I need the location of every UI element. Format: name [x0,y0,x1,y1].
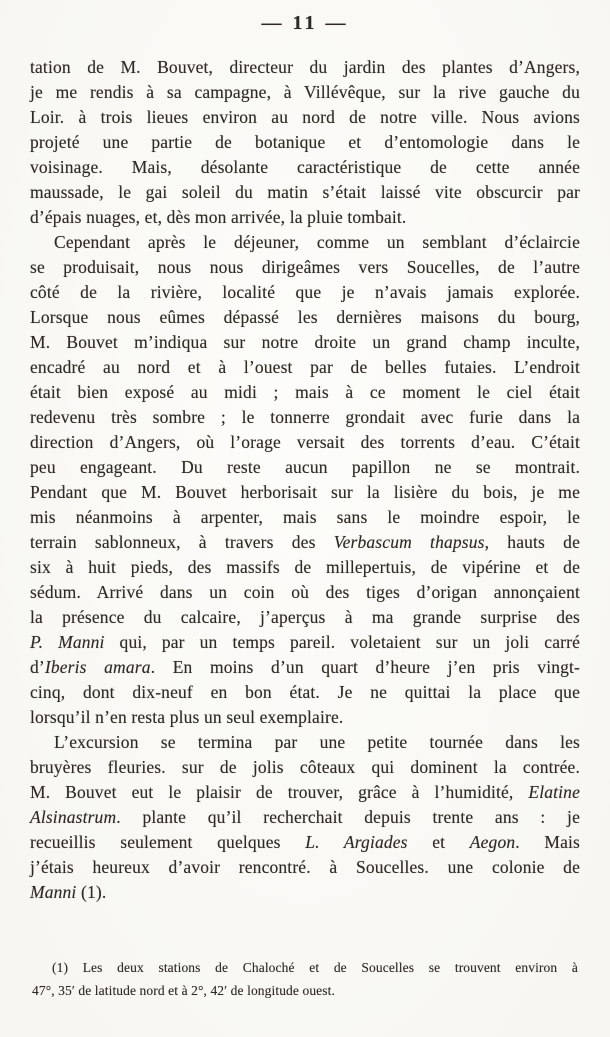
text-segment: se produisait, nous nous dirigeâmes vers Soucelles, de l’autre [30,257,580,277]
text-line [30,155,580,180]
text-segment: j’étais heureux d’avoir rencontré. à Soucelles. une colonie de [30,857,580,877]
text-line [30,355,580,380]
page-number-header: — 11 — [261,12,349,34]
text-line [30,105,580,130]
text-segment: M. Bouvet m’indiqua sur notre droite un grand champ inculte, [30,332,580,352]
text-segment: six à huit pieds, des massifs de millepertuis, de vipérine et de [30,557,580,577]
text-segment: d’ [30,657,45,677]
text-line [30,230,580,255]
text-segment: lorsqu’il n’en resta plus un seul exemplaire. [30,707,344,727]
text-line [30,305,580,330]
text-line [30,205,580,230]
species-name-italic: P. Manni [30,632,105,652]
text-line [30,530,580,555]
text-line [30,580,580,605]
text-segment: Cependant après le déjeuner, comme un semblant d’éclaircie [54,232,580,252]
text-segment: et [407,832,470,852]
text-segment: Lorsque nous eûmes dépassé les dernières maisons du bourg, [30,307,580,327]
text-line [30,330,580,355]
text-segment: qui, par un temps pareil. voletaient sur un joli carré [104,632,580,652]
text-line [30,555,580,580]
footnote [32,957,578,1002]
text-segment: peu engageant. Du reste aucun papillon ne se montrait. [30,457,580,477]
text-segment: bruyères fleuries. sur de jolis côteaux qui dominent la contrée. [30,757,580,777]
text-line [30,630,580,655]
text-segment: la présence du calcaire, j’aperçus à ma grande surprise des [30,607,580,627]
text-line [30,480,580,505]
text-segment: côté de la rivière, localité que je n’avais jamais explorée. [30,282,580,302]
text-line [30,80,580,105]
paragraph [30,55,580,230]
text-segment: . plante qu’il recherchait depuis trente ans : je [116,807,580,827]
species-name-italic: Elatine [528,782,580,802]
species-name-italic: Manni [30,882,77,902]
species-name-italic: Iberis amara [44,657,151,677]
text-segment: encadré au nord et à l’ouest par de belles futaies. L’endroit [30,357,580,377]
text-segment: direction d’Angers, où l’orage versait des torrents d’eau. C’était [30,432,580,452]
text-segment: maussade, le gai soleil du matin s’était laissé vite obscurcir par [30,182,580,202]
text-segment: sédum. Arrivé dans un coin où des tiges d’origan annonçaient [30,582,580,602]
text-line [30,755,580,780]
text-line [30,380,580,405]
text-line [30,405,580,430]
text-segment: (1) Les deux stations de Chaloché et de Soucelles se trouvent environ à [52,960,578,975]
text-segment: M. Bouvet eut le plaisir de trouver, grâce à l’humidité, [30,782,529,802]
text-line [30,455,580,480]
text-segment: . Mais [515,832,581,852]
text-segment: redevenu très sombre ; le tonnerre grondait avec furie dans la [30,407,580,427]
species-name-italic: Verbascum thapsus [333,532,485,552]
species-name-italic: Alsinastrum [30,807,117,827]
footnote-line [32,980,578,1003]
text-line [30,830,580,855]
text-segment: 47°, 35′ de latitude nord et à 2°, 42′ de longitude ouest. [32,982,335,998]
text-segment: voisinage. Mais, désolante caractéristique de cette année [30,157,580,177]
text-line [30,680,580,705]
text-segment: , hauts de [484,532,580,552]
text-line [30,730,580,755]
text-line [30,130,580,155]
text-segment: mis néanmoins à arpenter, mais sans le moindre espoir, le [30,507,580,527]
text-segment: L’excursion se termina par une petite tournée dans les [54,732,580,752]
species-name-italic: L. Argiades [305,832,408,852]
text-segment: Loir. à trois lieues environ au nord de notre ville. Nous avions [30,107,580,127]
text-segment: Pendant que M. Bouvet herborisait sur la lisière du bois, je me [30,482,580,502]
text-line [30,255,580,280]
paragraph [30,230,580,730]
text-segment: terrain sablonneux, à travers des [30,532,334,552]
text-segment: d’épais nuages, et, dès mon arrivée, la pluie tombait. [30,207,407,227]
text-line [30,705,580,730]
text-line [30,505,580,530]
text-segment: recueillis seulement quelques [30,832,306,852]
species-name-italic: Aegon [469,832,516,852]
text-line [30,655,580,680]
text-line [30,280,580,305]
text-line [30,55,580,80]
text-segment: . En moins d’un quart d’heure j’en pris vingt- [150,657,581,677]
text-line [30,780,580,805]
text-segment: je me rendis à sa campagne, à Villévêque, sur la rive gauche du [30,82,580,102]
paragraph [30,730,580,905]
text-line [30,430,580,455]
text-line [30,805,580,830]
text-line [30,180,580,205]
text-line [30,855,580,880]
text-segment: (1). [76,882,107,902]
text-line [30,880,580,905]
text-segment: cinq, dont dix-neuf en bon état. Je ne quittai la place que [30,682,580,702]
footnote-line [32,957,578,980]
text-line [30,605,580,630]
text-segment: projeté une partie de botanique et d’entomologie dans le [30,132,580,152]
text-segment: était bien exposé au midi ; mais à ce moment le ciel était [30,382,580,402]
page-body [30,55,580,905]
text-segment: tation de M. Bouvet, directeur du jardin des plantes d’Angers, [30,57,580,77]
